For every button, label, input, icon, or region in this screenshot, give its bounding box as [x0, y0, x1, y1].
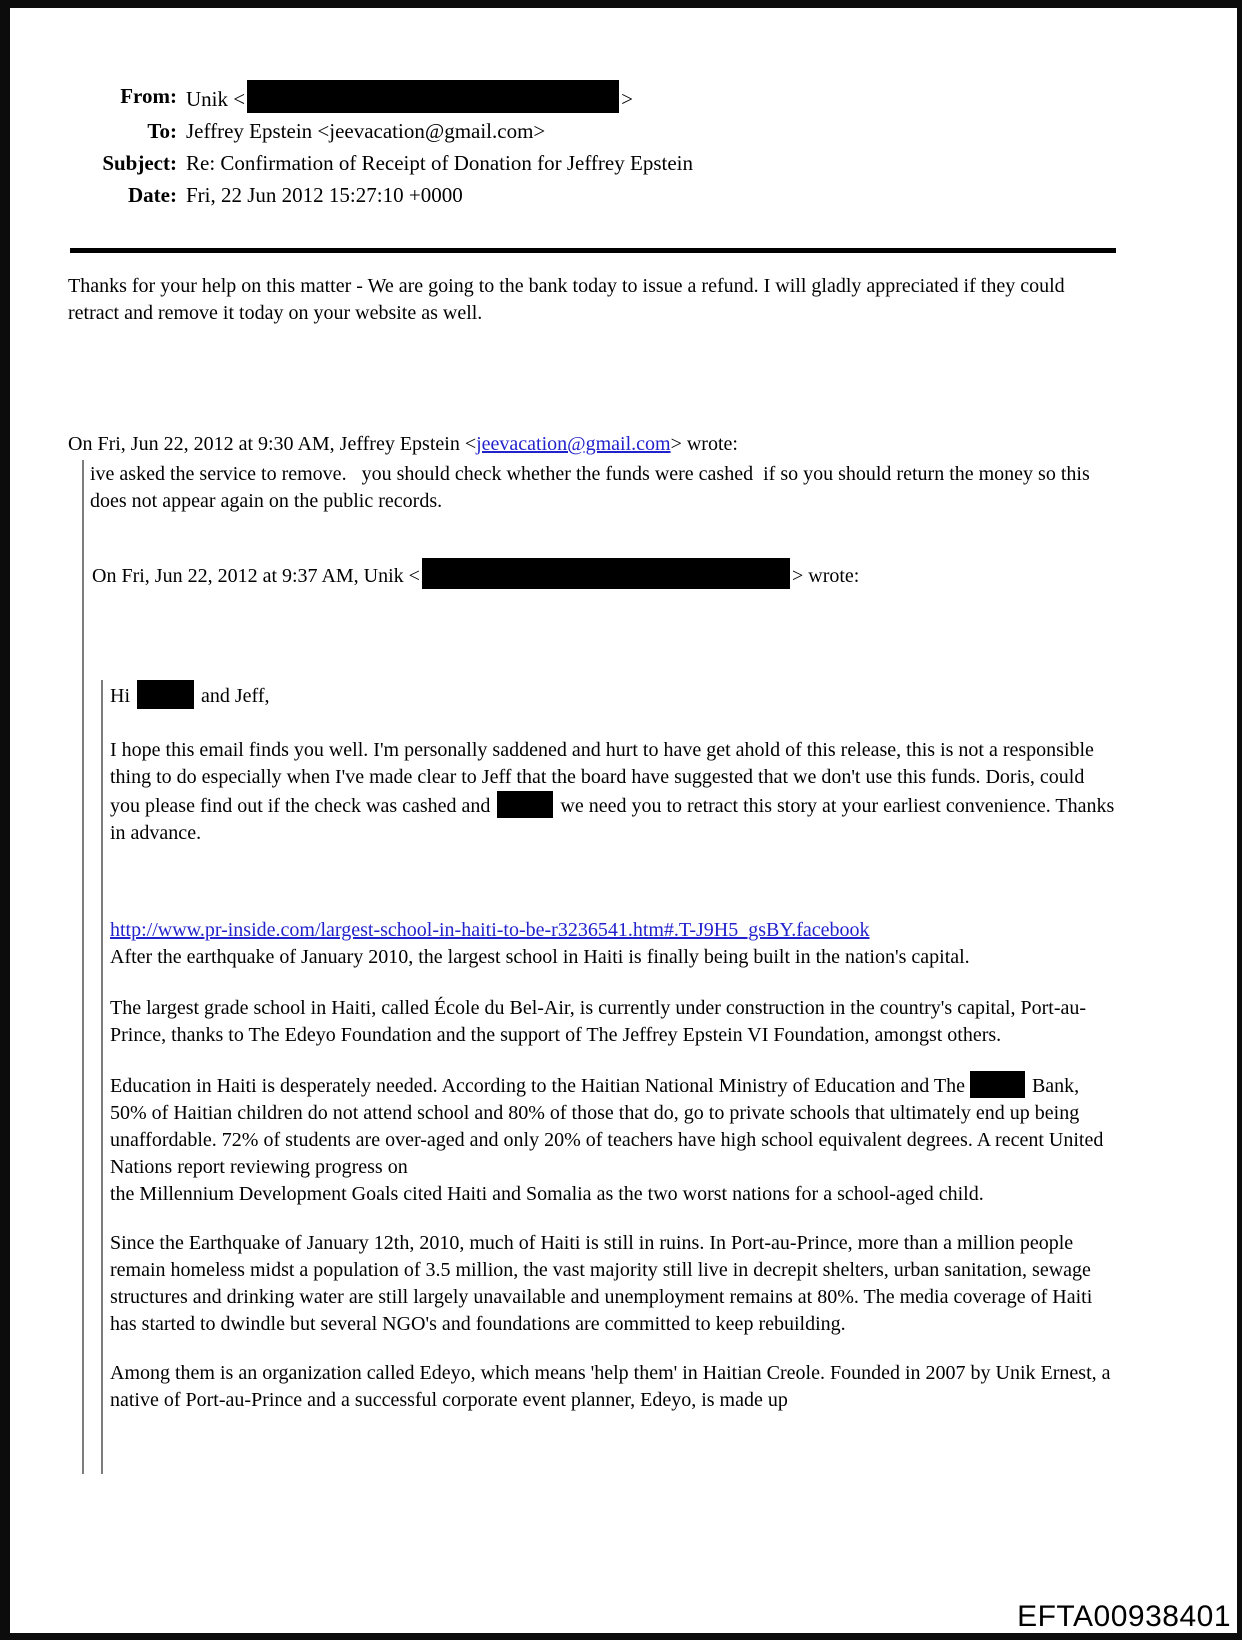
paragraph-text: Education in Haiti is desperately needed. According to the Haitian National Ministry of Education and The — [110, 1075, 965, 1097]
redaction-bar — [137, 680, 194, 709]
from-label: From: — [120, 84, 177, 108]
redaction-bar — [422, 558, 790, 589]
quote-attribution-unik — [92, 558, 1115, 590]
redaction-bar — [247, 80, 619, 113]
redaction-bar — [497, 791, 553, 818]
paragraph-since-earthquake: Since the Earthquake of January 12th, 2010, much of Haiti is still in ruins. In Port-au-Prince, more than a million people remain homeless midst a population of 3.5 million, the vast majority still live in decrepit shelters, urban sanitation, sewage structures and drinking water are still largely unavailable and unemployment remains at 80%. The media coverage of Haiti has started to dwindle but several NGO's and foundations are committed to keep rebuilding. — [110, 1232, 1093, 1335]
from-value — [186, 80, 1115, 115]
attribution-text: On Fri, Jun 22, 2012 at 9:37 AM, Unik < — [92, 565, 420, 587]
quoted-message-level-1 — [82, 460, 1115, 1474]
to-value: Jeffrey Epstein <jeevacation@gmail.com> — [186, 119, 546, 143]
paragraph-text: After the earthquake of January 2010, the largest school in Haiti is finally being built in the nation's capital. — [110, 946, 970, 968]
article-url-link[interactable]: http://www.pr-inside.com/largest-school-in-haiti-to-be-r3236541.htm#.T-J9H5_gsBY.facebook — [110, 919, 870, 941]
paragraph-text: we need you to retract this story at your earliest convenience. Thanks in advance. — [110, 795, 1115, 844]
header-divider — [70, 248, 1116, 253]
from-name: Unik < — [186, 87, 246, 111]
quoted-message-level-2 — [101, 680, 1115, 1474]
paragraph-hope — [110, 737, 1115, 847]
subject-label: Subject: — [102, 151, 177, 175]
subject-value: Re: Confirmation of Receipt of Donation for Jeffrey Epstein — [186, 151, 693, 175]
paragraph-text: the Millennium Development Goals cited Haiti and Somalia as the two worst nations for a school-aged child. — [110, 1183, 984, 1205]
from-suffix: > — [621, 87, 633, 111]
paragraph-among-them: Among them is an organization called Edeyo, which means 'help them' in Haitian Creole. Founded in 2007 by Unik Ernest, a native of Port-au-Prince and a successful corporate event planner, Edeyo, is made up — [110, 1362, 1111, 1411]
attribution-text: > wrote: — [791, 565, 860, 587]
paragraph-press-release — [110, 917, 1115, 971]
greeting-text: and Jeff, — [201, 685, 270, 707]
date-value: Fri, 22 Jun 2012 15:27:10 +0000 — [186, 183, 463, 207]
paragraph-text: I hope this email finds you well. I'm personally saddened and hurt to have get ahold of this release, this is not a responsible thing to do especially when I've made clear to Jeff that the board have suggested that we don't use this funds. Doris, could you please find out if the check was cashed and — [110, 739, 1094, 817]
message-body-text: Thanks for your help on this matter - We are going to the bank today to issue a refund. I will gladly appreciated if they could retract and remove it today on your website as well. — [68, 275, 1065, 324]
greeting-text: Hi — [110, 685, 130, 707]
bates-number: EFTA00938401 — [1017, 1600, 1231, 1633]
attribution-text: > wrote: — [670, 433, 738, 455]
greeting-line — [110, 680, 1115, 710]
email-address-link[interactable]: jeevacation@gmail.com — [476, 433, 671, 455]
paragraph-school: The largest grade school in Haiti, called École du Bel-Air, is currently under construction in the country's capital, Port-au-Prince, thanks to The Edeyo Foundation and the support of The Jeffrey Epstein VI Foundation, amongst others. — [110, 997, 1087, 1046]
quote-attribution-epstein — [68, 431, 1115, 458]
to-label: To: — [147, 119, 177, 143]
paragraph-text: Bank, 50% of Haitian children do not attend school and 80% of those that do, go to private schools that ultimately end up being unaffordable. 72% of students are over-aged and only 20% of teachers have high school equivalent degrees. A recent United Nations report reviewing progress on — [110, 1075, 1104, 1178]
paragraph-education — [110, 1071, 1115, 1208]
email-header — [68, 80, 1115, 211]
attribution-text: On Fri, Jun 22, 2012 at 9:30 AM, Jeffrey Epstein < — [68, 433, 477, 455]
redaction-bar — [970, 1071, 1025, 1098]
date-label: Date: — [128, 183, 177, 207]
quoted-text-epstein: ive asked the service to remove. you should check whether the funds were cashed if so you should return the money so this does not appear again on the public records. — [90, 463, 1095, 512]
email-document — [10, 8, 1115, 1474]
